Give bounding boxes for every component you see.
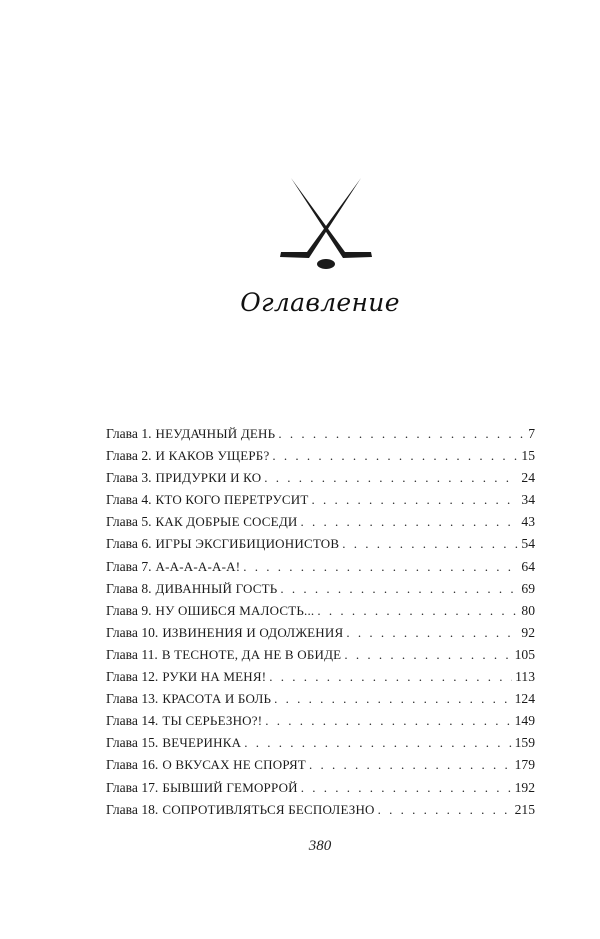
table-of-contents-heading: Оглавление: [240, 288, 400, 317]
chapter-label: Глава 9.: [106, 602, 152, 618]
chapter-label: Глава 5.: [106, 514, 152, 530]
chapter-page-number: 64: [521, 558, 535, 574]
chapter-page-number: 192: [514, 779, 535, 795]
dot-leader: [265, 713, 511, 729]
chapter-title: ДИВАННЫЙ ГОСТЬ: [155, 580, 278, 596]
toc-entry: [106, 492, 535, 514]
dot-leader: [274, 691, 511, 707]
chapter-label: Глава 11.: [106, 646, 158, 662]
chapter-label: Глава 12.: [106, 669, 159, 685]
dot-leader: [243, 559, 518, 575]
toc-entry: [106, 559, 535, 581]
chapter-title: РУКИ НА МЕНЯ!: [162, 669, 267, 685]
chapter-page-number: 80: [521, 602, 535, 618]
toc-entry: [106, 713, 535, 735]
chapter-page-number: 7: [528, 426, 535, 441]
chapter-label: Глава 16.: [106, 757, 159, 773]
dot-leader: [269, 669, 512, 685]
chapter-title: ИЗВИНЕНИЯ И ОДОЛЖЕНИЯ: [162, 624, 344, 640]
chapter-title: ИГРЫ ЭКСГИБИЦИОНИСТОВ: [155, 536, 340, 552]
table-of-contents: [106, 426, 535, 824]
crossed-hockey-sticks-icon: [271, 176, 381, 271]
chapter-page-number: 105: [514, 646, 535, 662]
dot-leader: [378, 802, 512, 818]
chapter-page-number: 54: [521, 536, 535, 552]
chapter-page-number: 15: [521, 448, 535, 464]
dot-leader: [300, 514, 518, 530]
chapter-title: О ВКУСАХ НЕ СПОРЯТ: [162, 757, 306, 773]
toc-entry: [106, 470, 535, 492]
chapter-label: Глава 8.: [106, 580, 152, 596]
chapter-page-number: 159: [514, 735, 535, 751]
toc-entry: [106, 780, 535, 802]
chapter-page-number: 149: [514, 713, 535, 729]
toc-entry: [106, 647, 535, 669]
chapter-label: Глава 6.: [106, 536, 152, 552]
chapter-title: БЫВШИЙ ГЕМОРРОЙ: [162, 779, 298, 795]
chapter-page-number: 179: [514, 757, 535, 773]
toc-entry: [106, 757, 535, 779]
dot-leader: [264, 470, 518, 486]
chapter-label: Глава 14.: [106, 713, 159, 729]
chapter-label: Глава 4.: [106, 492, 152, 508]
toc-entry: [106, 581, 535, 603]
toc-entry: [106, 426, 535, 448]
chapter-title: НУ ОШИБСЯ МАЛОСТЬ...: [155, 602, 315, 618]
chapter-page-number: 34: [521, 492, 535, 508]
page-number: 380: [308, 838, 332, 854]
dot-leader: [309, 757, 512, 773]
chapter-title: СОПРОТИВЛЯТЬСЯ БЕСПОЛЕЗНО: [162, 801, 375, 817]
chapter-label: Глава 17.: [106, 779, 159, 795]
chapter-page-number: 69: [521, 580, 535, 596]
chapter-label: Глава 1.: [106, 426, 152, 441]
chapter-page-number: 24: [521, 470, 535, 486]
chapter-label: Глава 7.: [106, 558, 152, 574]
toc-entry: [106, 691, 535, 713]
chapter-title: И КАКОВ УЩЕРБ?: [155, 448, 270, 464]
toc-entry: [106, 669, 535, 691]
dot-leader: [317, 603, 518, 619]
chapter-title: КТО КОГО ПЕРЕТРУСИТ: [155, 492, 309, 508]
dot-leader: [301, 780, 512, 796]
dot-leader: [346, 625, 518, 641]
chapter-title: НЕУДАЧНЫЙ ДЕНЬ: [155, 426, 276, 441]
dot-leader: [342, 536, 518, 552]
dot-leader: [278, 426, 525, 442]
chapter-title: А-А-А-А-А-А!: [155, 558, 241, 574]
puck-icon: [317, 259, 335, 269]
toc-entry: [106, 536, 535, 558]
chapter-title: КРАСОТА И БОЛЬ: [162, 691, 272, 707]
dot-leader: [244, 735, 511, 751]
chapter-title: ВЕЧЕРИНКА: [162, 735, 242, 751]
chapter-title: КАК ДОБРЫЕ СОСЕДИ: [155, 514, 298, 530]
chapter-label: Глава 10.: [106, 624, 159, 640]
chapter-title: В ТЕСНОТЕ, ДА НЕ В ОБИДЕ: [161, 646, 342, 662]
chapter-page-number: 43: [521, 514, 535, 530]
chapter-page-number: 113: [515, 669, 535, 685]
chapter-page-number: 92: [521, 624, 535, 640]
toc-entry: [106, 448, 535, 470]
chapter-label: Глава 15.: [106, 735, 159, 751]
chapter-label: Глава 2.: [106, 448, 152, 464]
toc-entry: [106, 514, 535, 536]
chapter-label: Глава 18.: [106, 801, 159, 817]
toc-entry: [106, 802, 535, 824]
chapter-title: ПРИДУРКИ И КО: [155, 470, 262, 486]
toc-entry: [106, 625, 535, 647]
toc-entry: [106, 735, 535, 757]
chapter-label: Глава 3.: [106, 470, 152, 486]
chapter-label: Глава 13.: [106, 691, 159, 707]
chapter-page-number: 215: [514, 801, 535, 817]
dot-leader: [312, 492, 519, 508]
dot-leader: [280, 581, 518, 597]
chapter-title: ТЫ СЕРЬЕЗНО?!: [162, 713, 263, 729]
toc-entry: [106, 603, 535, 625]
dot-leader: [344, 647, 511, 663]
chapter-page-number: 124: [514, 691, 535, 707]
dot-leader: [272, 448, 518, 464]
